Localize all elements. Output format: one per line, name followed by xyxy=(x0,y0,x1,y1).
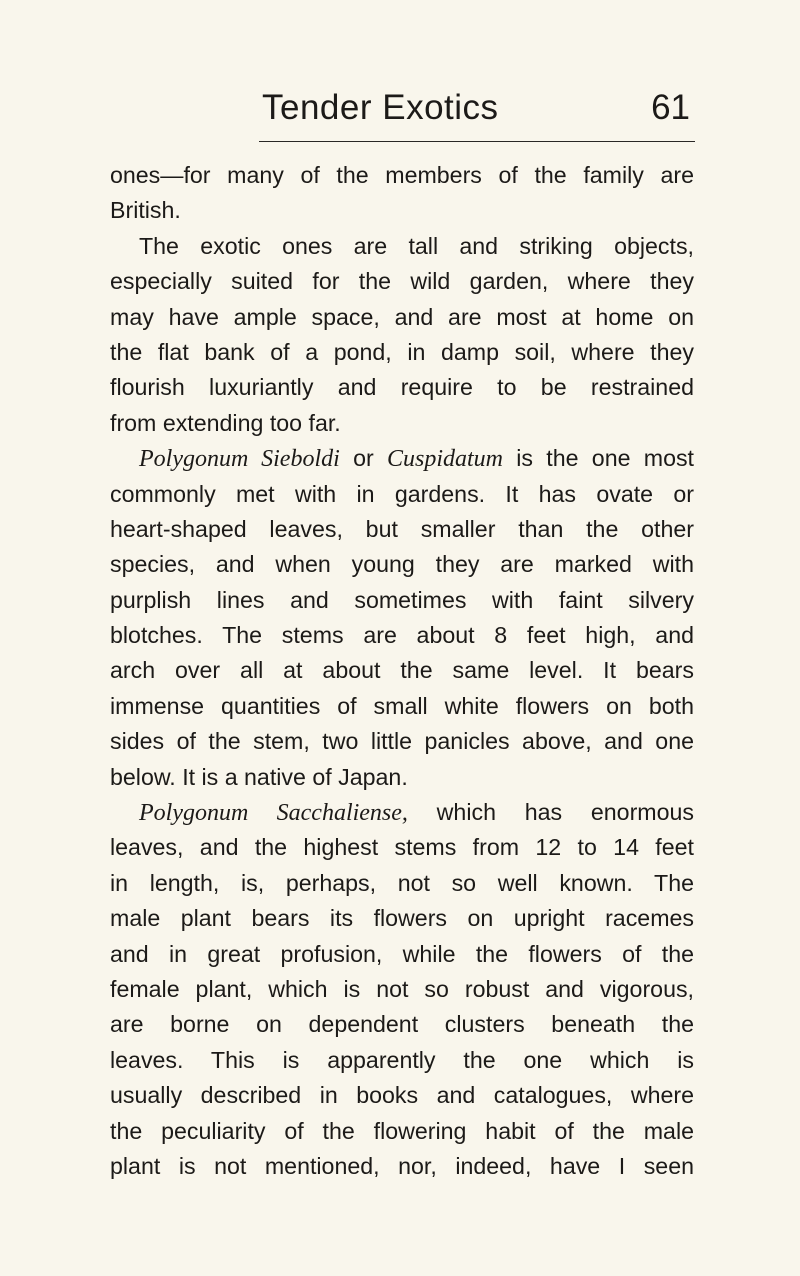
text-line: are borne on dependent clusters beneath the xyxy=(110,1011,694,1038)
text-line: leaves. This is apparently the one which is xyxy=(110,1046,694,1073)
text-line: heart-shaped leaves, but smaller than the other xyxy=(110,515,694,542)
text-line: below. It is a native of Japan. xyxy=(110,763,408,790)
text-line: purplish lines and sometimes with faint silvery xyxy=(110,586,694,613)
text-line: The exotic ones are tall and striking objects, xyxy=(139,232,694,259)
species-name: Polygonum Sieboldi xyxy=(139,446,340,473)
text-line: female plant, which is not so robust and vigorous, xyxy=(110,975,694,1002)
text-line: flourish luxuriantly and require to be restrained xyxy=(110,374,694,401)
text-line: sides of the stem, two little panicles above, and one xyxy=(110,728,694,755)
text-line: ones—for many of the members of the family are xyxy=(110,162,694,188)
text-fragment: or xyxy=(339,445,387,472)
text-line: male plant bears its flowers on upright racemes xyxy=(110,905,694,932)
text-line: the peculiarity of the flowering habit of the male xyxy=(110,1117,694,1144)
species-name: Polygonum Sacchaliense, xyxy=(139,800,408,827)
text-line-mixed xyxy=(110,795,694,830)
running-head xyxy=(110,88,694,138)
text-line: especially suited for the wild garden, where they xyxy=(110,268,694,295)
text-line: immense quantities of small white flowers on both xyxy=(110,692,694,719)
text-line: commonly met with in gardens. It has ovate or xyxy=(110,480,694,507)
page-number: 61 xyxy=(651,88,690,127)
text-line: the flat bank of a pond, in damp soil, where they xyxy=(110,338,694,365)
text-line: British. xyxy=(110,197,181,224)
text-line: and in great profusion, while the flowers of the xyxy=(110,940,694,967)
text-line: arch over all at about the same level. It bears xyxy=(110,657,694,684)
page-title: Tender Exotics xyxy=(262,88,499,127)
body-text xyxy=(110,158,694,1184)
text-line: from extending too far. xyxy=(110,409,341,436)
text-fragment: which has enormous xyxy=(407,799,694,826)
species-name: Cuspidatum xyxy=(386,446,503,473)
text-line: blotches. The stems are about 8 feet high, and xyxy=(110,622,694,649)
text-line: species, and when young they are marked with xyxy=(110,551,694,578)
text-line-mixed xyxy=(110,441,694,476)
header-rule xyxy=(259,141,695,142)
text-line: leaves, and the highest stems from 12 to 14 feet xyxy=(110,834,694,861)
text-line: in length, is, perhaps, not so well known. The xyxy=(110,869,694,896)
text-line: may have ample space, and are most at home on xyxy=(110,303,694,330)
text-line: plant is not mentioned, nor, indeed, have I seen xyxy=(110,1152,694,1179)
text-line: usually described in books and catalogues, where xyxy=(110,1082,694,1109)
text-fragment: is the one most xyxy=(503,445,695,472)
